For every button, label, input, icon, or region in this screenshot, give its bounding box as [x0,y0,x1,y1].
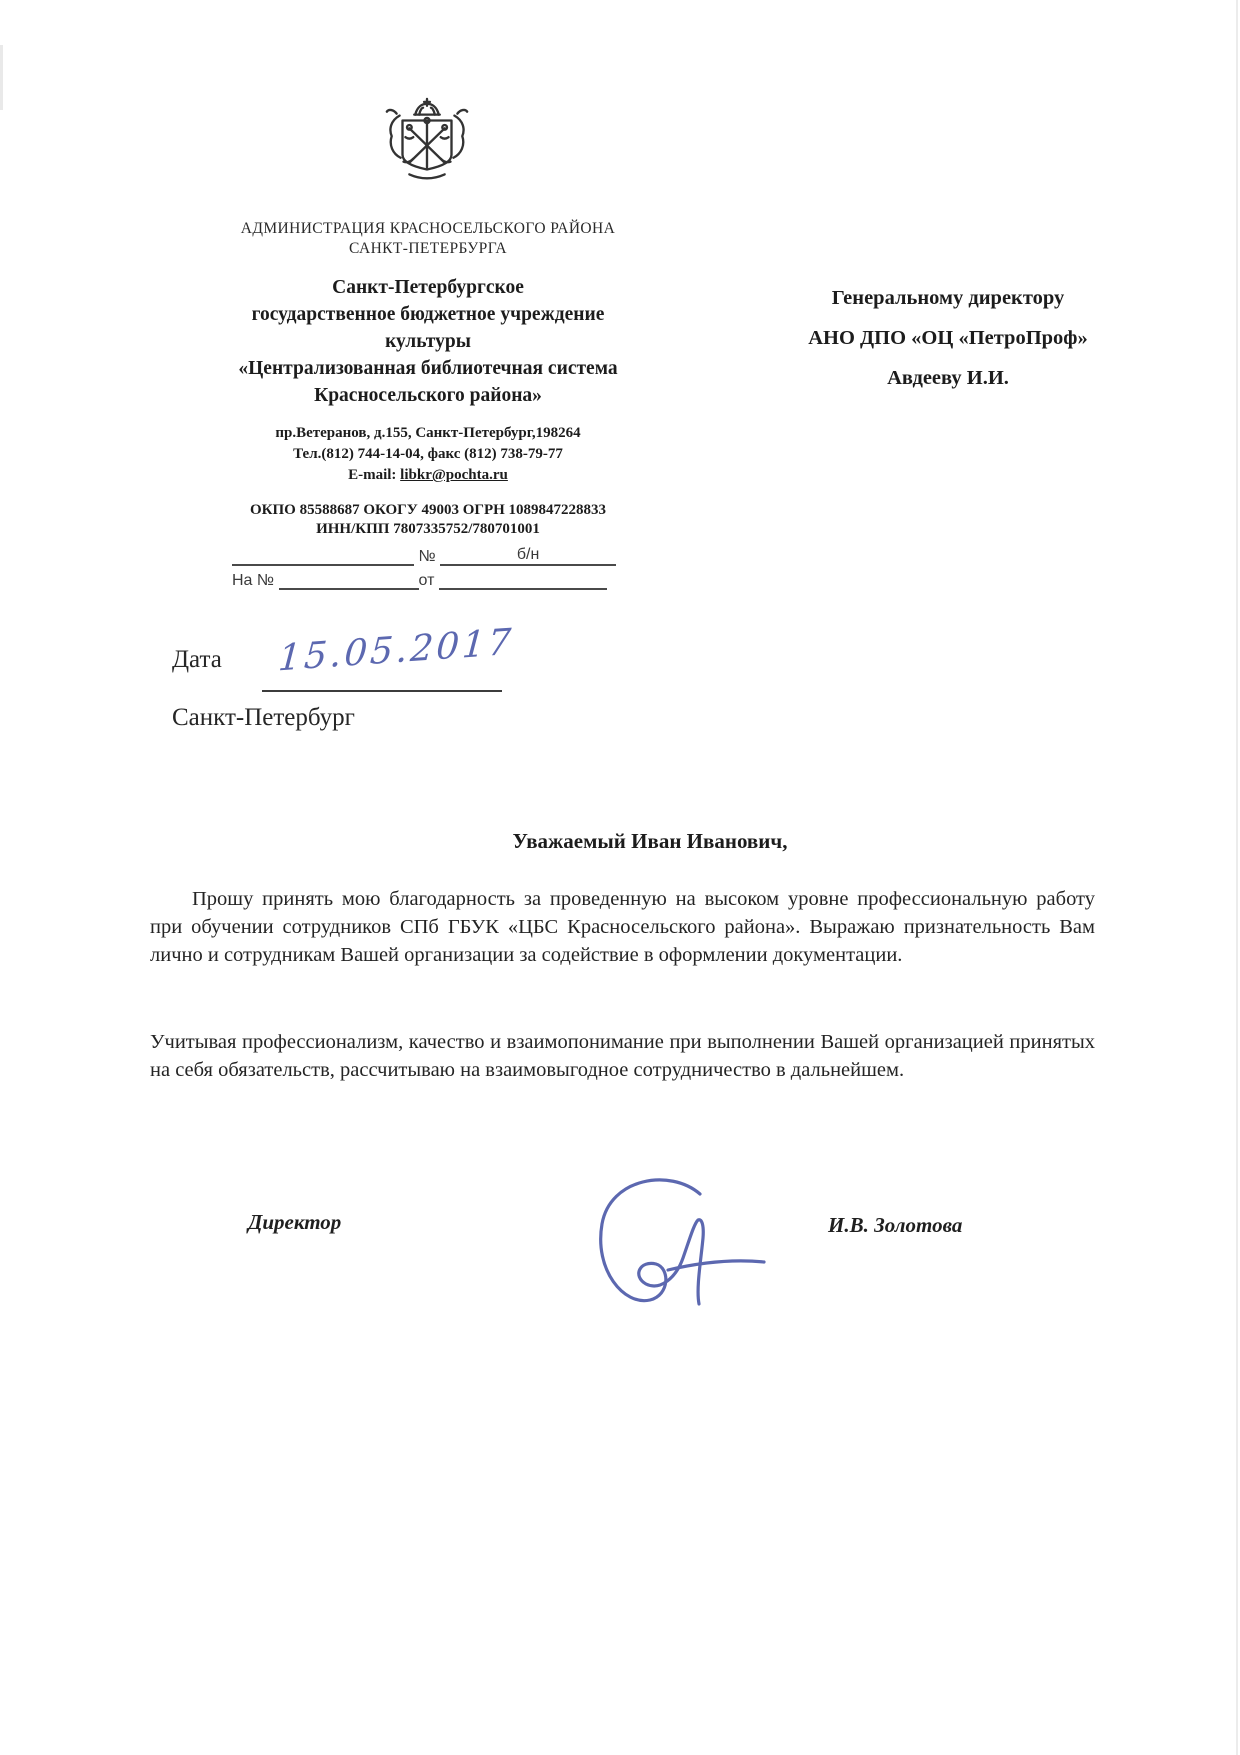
date-underline [262,690,502,692]
signer-title: Директор [248,1210,342,1234]
organization-line: культуры [385,331,471,352]
administration-heading [150,219,706,259]
codes-line2: ИНН/КПП 7807335752/780701001 [316,521,540,537]
addressee-person: Авдееву И.И. [887,367,1009,389]
organization-line: «Централизованная библиотечная система [238,358,618,379]
administration-line2: САНКТ-ПЕТЕРБУРГА [349,240,507,257]
ref-reply-row [232,570,632,590]
addressee-position: Генеральному директору [831,287,1065,309]
organization-line: Красносельского района» [314,385,542,406]
postal-address: пр.Ветеранов, д.155, Санкт-Петербург,198264 [275,425,581,441]
spb-coat-of-arms-icon [368,96,486,194]
organization-line: Санкт-Петербургское [332,277,524,298]
signer-name: И.В. Золотова [828,1213,963,1237]
email-label: E-mail: [348,467,397,483]
ref-reply-blank [279,570,419,590]
ref-number-value-blank [440,546,616,566]
email-line [348,467,508,483]
email-address: libkr@pochta.ru [400,467,508,483]
scan-smudge-artifact [0,45,3,110]
codes-line1: ОКПО 85588687 ОКОГУ 49003 ОГРН 1089847228833 [249,502,607,518]
ref-from-blank [439,570,607,590]
ref-number-value: б/н [516,546,540,563]
organization-line: государственное бюджетное учреждение [251,304,605,325]
registration-codes [140,501,716,539]
body-paragraph-1: Прошу принять мою благодарность за проведенную на высоком уровне профессиональную работу при обучении сотрудников СПб ГБУК «ЦБС Красносельского района». Выражаю признательность Вам лично и сотрудникам Вашей организации за содействие в оформлении документации. [150,888,1095,966]
body-paragraph-2: Учитывая профессионализм, качество и взаимопонимание при выполнении Вашей организацией принятых на себя обязательств, рассчитываю на взаимовыгодное сотрудничество в дальнейшем. [150,1031,1095,1081]
ref-number-row [232,546,632,566]
ref-reply-label: На № [232,572,275,589]
city-label: Санкт-Петербург [172,704,355,731]
ref-outgoing-blank [232,546,414,566]
organization-name [120,274,736,409]
salutation: Уважаемый Иван Иванович, [512,829,788,853]
phone-fax: Тел.(812) 744-14-04, факс (812) 738-79-77 [293,446,563,462]
addressee-organization: АНО ДПО «ОЦ «ПетроПроф» [808,327,1088,349]
ref-from-label: от [418,572,435,589]
contact-block [150,423,706,486]
administration-line1: АДМИНИСТРАЦИЯ КРАСНОСЕЛЬСКОГО РАЙОНА [240,220,616,237]
date-label: Дата [172,646,222,673]
signature-scrawl [552,1172,787,1327]
ref-number-label: № [418,548,436,565]
addressee-block [778,278,1118,398]
handwritten-date: 15.05.2017 [276,621,516,680]
scan-edge-artifact [1236,0,1238,1755]
